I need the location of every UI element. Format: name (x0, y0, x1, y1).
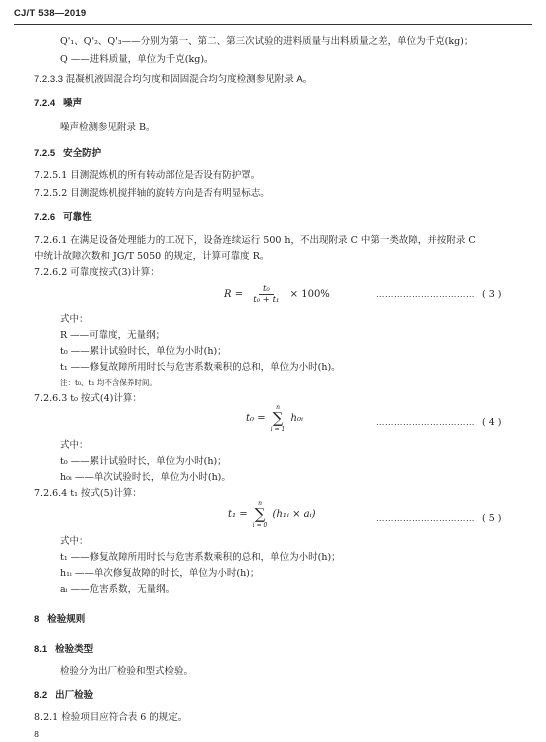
sigma-symbol: ∑ (254, 505, 266, 523)
equation-tail: × 100% (289, 289, 330, 300)
summation-upper-limit: n (276, 404, 280, 411)
equation-lhs: t₁ = (228, 509, 248, 520)
equation-number: ( 4 ) (482, 417, 502, 428)
section-title: 出厂检验 (55, 690, 94, 701)
summation-upper-limit: n (258, 500, 262, 507)
page-number: 8 (34, 730, 40, 739)
section-title: 可靠性 (63, 212, 92, 223)
section-title: 噪声 (63, 98, 83, 109)
clause-7-2-6-2: 7.2.6.2 可靠度按式(3)计算： (34, 267, 160, 278)
section-number: 8.1 (34, 644, 48, 655)
clause-7-2-6-4: 7.2.6.4 t₁ 按式(5)计算： (34, 488, 142, 499)
section-8-2-heading (34, 690, 93, 702)
definition-t1: t₁ ——修复故障所用时长与危害系数乘积的总和，单位为小时(h)； (60, 552, 341, 563)
fraction (249, 284, 283, 305)
definition-t0: t₀ ——累计试验时长，单位为小时(h)； (60, 346, 227, 357)
clause-7-2-5-2: 7.2.5.2 目测混炼机搅拌轴的旋转方向是否有明显标志。 (34, 188, 270, 199)
summation-lower-limit: i = 1 (270, 426, 286, 433)
section-8-heading (34, 614, 85, 626)
section-title: 检验规则 (47, 614, 86, 625)
definition-t1: t₁ ——修复故障所用时长与危害系数乘积的总和，单位为小时(h)。 (60, 362, 341, 373)
clause-7-2-3-3: 7.2.3.3 混凝机液固混合均匀度和固固混合均匀度检测参见附录 A。 (34, 74, 313, 85)
clause-7-2-6-1-line1: 7.2.6.1 在满足设备处理能力的工况下，设备连续运行 500 h，不出现附录 C 中第一类故障，并按附录 C (34, 235, 476, 246)
definition-h0i: h₀ᵢ ——单次试验时长，单位为小时(h)。 (60, 472, 231, 483)
equation-lhs: R = (224, 289, 244, 300)
equation-number: ( 5 ) (482, 513, 502, 524)
leader-dots: …………………………… (376, 290, 475, 300)
summation-sign (271, 404, 286, 433)
section-title: 检验类型 (55, 644, 94, 655)
section-8-1-body: 检验分为出厂检验和型式检验。 (60, 666, 194, 677)
clause-7-2-6-1-line2: 中统计故障次数和 JG/T 5050 的规定，计算可靠度 R。 (34, 251, 270, 262)
section-7-2-6-heading (34, 212, 92, 224)
clause-7-2-5-1: 7.2.5.1 目测混炼机的所有转动部位是否设有防护罩。 (34, 170, 261, 181)
section-number: 7.2.5 (34, 148, 56, 159)
section-number: 7.2.6 (34, 212, 56, 223)
section-title: 安全防护 (63, 148, 102, 159)
section-7-2-4-heading (34, 98, 82, 110)
q-prime-definition: Q'₁、Q'₂、Q'₃——分别为第一、第二、第三次试验的进料质量与出料质量之差，单位为千克(kg)； (60, 36, 474, 47)
where-label: 式中： (60, 314, 89, 325)
section-number: 8 (34, 614, 40, 625)
section-number: 8.2 (34, 690, 48, 701)
leader-dots: …………………………… (376, 514, 475, 524)
where-label: 式中： (60, 536, 89, 547)
header-rule (14, 24, 532, 25)
q-definition: Q ——进料质量，单位为千克(kg)。 (60, 54, 214, 65)
section-7-2-5-heading (34, 148, 101, 160)
equation-4 (246, 404, 303, 433)
clause-7-2-6-3: 7.2.6.3 t₀ 按式(4)计算： (34, 393, 142, 404)
summation-lower-limit: i = 0 (252, 522, 268, 529)
note: 注：t₀、t₁ 均不含保养时间。 (60, 378, 157, 387)
standard-id-header: CJ/T 538—2019 (14, 8, 87, 19)
summation-term: h₀ᵢ (290, 413, 304, 424)
definition-h1i: h₁ᵢ ——单次修复故障的时长，单位为小时(h)； (60, 568, 260, 579)
summation-term: (h₁ᵢ × aᵢ) (272, 509, 316, 520)
definition-t0: t₀ ——累计试验时长，单位为小时(h)； (60, 456, 227, 467)
fraction-denominator: t₀ + t₁ (253, 295, 280, 305)
where-label: 式中： (60, 440, 89, 451)
sigma-symbol: ∑ (272, 409, 284, 427)
section-number: 7.2.4 (34, 98, 56, 109)
equation-3 (224, 284, 330, 305)
section-8-1-heading (34, 644, 93, 656)
clause-8-2-1: 8.2.1 检验项目应符合表 6 的规定。 (34, 712, 188, 723)
fraction-numerator: t₀ (259, 284, 274, 295)
summation-sign (253, 500, 268, 529)
section-7-2-4-body: 噪声检测参见附录 B。 (60, 122, 156, 133)
leader-dots: …………………………… (376, 418, 475, 428)
equation-number: ( 3 ) (482, 289, 502, 300)
equation-lhs: t₀ = (246, 413, 266, 424)
definition-ai: aᵢ ——危害系数，无量纲。 (60, 584, 176, 595)
definition-R: R ——可靠度，无量纲； (60, 330, 166, 341)
equation-5 (228, 500, 316, 529)
